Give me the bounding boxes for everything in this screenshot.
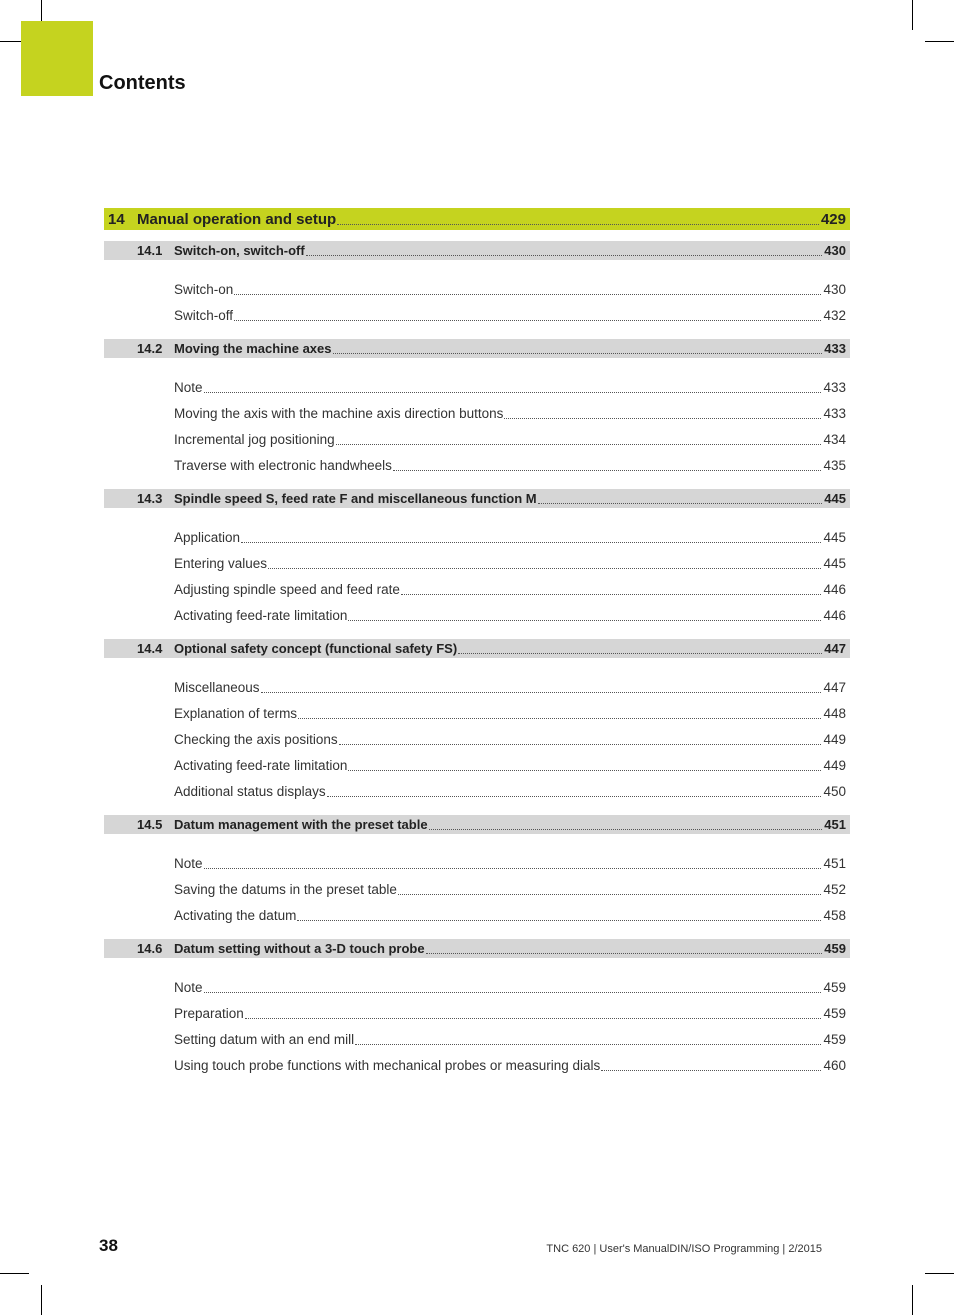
- entry-title: Switch-on: [174, 281, 234, 297]
- entry-page: 449: [823, 731, 846, 747]
- entry-page: 432: [823, 307, 846, 323]
- entry-page: 446: [823, 581, 846, 597]
- leader-dots: [458, 643, 822, 654]
- entry-title: Activating the datum: [174, 907, 297, 923]
- leader-dots: [333, 343, 823, 354]
- section-row[interactable]: [104, 489, 850, 508]
- leader-dots: [204, 858, 822, 869]
- leader-dots: [234, 284, 821, 295]
- entry-title: Entering values: [174, 555, 268, 571]
- entry-page: 433: [823, 405, 846, 421]
- section-row[interactable]: [104, 339, 850, 358]
- entry-page: 449: [823, 757, 846, 773]
- leader-dots: [268, 558, 821, 569]
- crop-mark: [41, 1285, 42, 1315]
- leader-dots: [298, 708, 821, 719]
- toc-entry[interactable]: [104, 1026, 850, 1052]
- leader-dots: [339, 734, 822, 745]
- entry-page: 448: [823, 705, 846, 721]
- crop-mark: [925, 41, 954, 42]
- entry-page: 450: [823, 783, 846, 799]
- section-page: 430: [824, 243, 846, 258]
- crop-mark: [0, 1273, 29, 1274]
- section-number: 14.6: [137, 941, 163, 956]
- entry-title: Incremental jog positioning: [174, 431, 335, 447]
- entry-title: Setting datum with an end mill: [174, 1031, 355, 1047]
- entry-title: Note: [174, 979, 203, 995]
- toc-entry[interactable]: [104, 602, 850, 628]
- chapter-page: 429: [820, 210, 846, 228]
- leader-dots: [348, 610, 821, 621]
- toc-entry[interactable]: [104, 302, 850, 328]
- leader-dots: [336, 434, 822, 445]
- section-number: 14.1: [137, 243, 163, 258]
- entry-page: 460: [823, 1057, 846, 1073]
- leader-dots: [398, 884, 822, 895]
- leader-dots: [241, 532, 821, 543]
- leader-dots: [401, 584, 822, 595]
- toc-entry[interactable]: [104, 276, 850, 302]
- entry-title: Miscellaneous: [174, 679, 260, 695]
- toc-entry[interactable]: [104, 1052, 850, 1078]
- section-row[interactable]: [104, 241, 850, 260]
- entry-title: Adjusting spindle speed and feed rate: [174, 581, 400, 597]
- toc-entry[interactable]: [104, 576, 850, 602]
- section-page: 447: [824, 641, 846, 656]
- leader-dots: [601, 1060, 821, 1071]
- section-row[interactable]: [104, 639, 850, 658]
- chapter-number: 14: [108, 210, 125, 228]
- entry-page: 452: [823, 881, 846, 897]
- entry-page: 445: [823, 555, 846, 571]
- entry-title: Note: [174, 379, 203, 395]
- entry-title: Application: [174, 529, 241, 545]
- entry-title: Saving the datums in the preset table: [174, 881, 397, 897]
- page-title: Contents: [99, 72, 186, 94]
- toc-entry[interactable]: [104, 400, 850, 426]
- leader-dots: [245, 1008, 822, 1019]
- entry-page: 434: [823, 431, 846, 447]
- entry-page: 451: [823, 855, 846, 871]
- entry-title: Activating feed-rate limitation: [174, 757, 348, 773]
- toc-entry[interactable]: [104, 876, 850, 902]
- entry-page: 435: [823, 457, 846, 473]
- entry-page: 433: [823, 379, 846, 395]
- leader-dots: [504, 408, 821, 419]
- section-page: 451: [824, 817, 846, 832]
- entry-title: Explanation of terms: [174, 705, 298, 721]
- leader-dots: [393, 460, 822, 471]
- section-number: 14.3: [137, 491, 163, 506]
- section-number: 14.2: [137, 341, 163, 356]
- leader-dots: [426, 943, 823, 954]
- toc-entry[interactable]: [104, 674, 850, 700]
- toc-entry[interactable]: [104, 550, 850, 576]
- leader-dots: [204, 382, 822, 393]
- entry-page: 430: [823, 281, 846, 297]
- entry-page: 458: [823, 907, 846, 923]
- toc-entry[interactable]: [104, 778, 850, 804]
- crop-mark: [925, 1273, 954, 1274]
- leader-dots: [297, 910, 821, 921]
- entry-title: Checking the axis positions: [174, 731, 338, 747]
- toc-entry[interactable]: [104, 426, 850, 452]
- leader-dots: [348, 760, 821, 771]
- leader-dots: [327, 786, 822, 797]
- entry-page: 445: [823, 529, 846, 545]
- entry-page: 459: [823, 979, 846, 995]
- section-page: 445: [824, 491, 846, 506]
- chapter-title: Manual operation and setup: [137, 210, 337, 228]
- toc-entry[interactable]: [104, 850, 850, 876]
- section-title: Switch-on, switch-off: [174, 243, 305, 258]
- toc-entry[interactable]: [104, 452, 850, 478]
- section-page: 433: [824, 341, 846, 356]
- toc-entry[interactable]: [104, 374, 850, 400]
- entry-title: Note: [174, 855, 203, 871]
- chapter-row[interactable]: [104, 208, 850, 230]
- toc-entry[interactable]: [104, 700, 850, 726]
- section-number: 14.5: [137, 817, 163, 832]
- entry-title: Preparation: [174, 1005, 244, 1021]
- entry-title: Additional status displays: [174, 783, 326, 799]
- section-page: 459: [824, 941, 846, 956]
- entry-title: Moving the axis with the machine axis direction buttons: [174, 405, 504, 421]
- section-title: Spindle speed S, feed rate F and miscellaneous function M: [174, 491, 537, 506]
- table-of-contents: [104, 208, 850, 1078]
- crop-mark: [912, 0, 913, 30]
- section-number: 14.4: [137, 641, 163, 656]
- toc-entry[interactable]: [104, 524, 850, 550]
- entry-page: 459: [823, 1031, 846, 1047]
- section-title: Datum setting without a 3-D touch probe: [174, 941, 425, 956]
- section-title: Moving the machine axes: [174, 341, 332, 356]
- toc-entry[interactable]: [104, 902, 850, 928]
- leader-dots: [204, 982, 822, 993]
- leader-dots: [337, 214, 819, 225]
- crop-mark: [0, 41, 21, 42]
- toc-entry[interactable]: [104, 974, 850, 1000]
- section-title: Datum management with the preset table: [174, 817, 428, 832]
- entry-page: 446: [823, 607, 846, 623]
- entry-title: Using touch probe functions with mechanical probes or measuring dials: [174, 1057, 601, 1073]
- leader-dots: [429, 819, 823, 830]
- leader-dots: [538, 493, 823, 504]
- toc-entry[interactable]: [104, 726, 850, 752]
- footer-page-number: 38: [99, 1236, 118, 1255]
- accent-block: [21, 21, 93, 96]
- section-row[interactable]: [104, 939, 850, 958]
- entry-page: 447: [823, 679, 846, 695]
- entry-title: Activating feed-rate limitation: [174, 607, 348, 623]
- section-row[interactable]: [104, 815, 850, 834]
- crop-mark: [41, 0, 42, 21]
- leader-dots: [306, 245, 823, 256]
- leader-dots: [234, 310, 821, 321]
- entry-title: Traverse with electronic handwheels: [174, 457, 392, 473]
- leader-dots: [355, 1034, 821, 1045]
- entry-page: 459: [823, 1005, 846, 1021]
- toc-entry[interactable]: [104, 1000, 850, 1026]
- entry-title: Switch-off: [174, 307, 234, 323]
- crop-mark: [912, 1285, 913, 1315]
- footer-text: TNC 620 | User's ManualDIN/ISO Programming | 2/2015: [546, 1243, 822, 1255]
- section-title: Optional safety concept (functional safety FS): [174, 641, 458, 656]
- toc-entry[interactable]: [104, 752, 850, 778]
- leader-dots: [261, 682, 822, 693]
